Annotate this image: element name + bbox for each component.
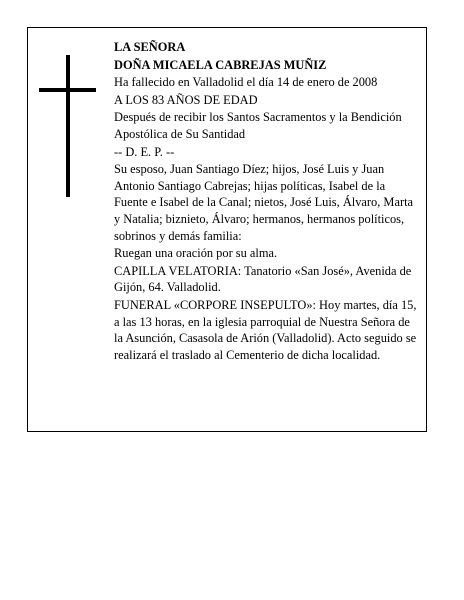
obituary-text xyxy=(114,39,418,364)
title-line-1: LA SEÑORA xyxy=(114,40,186,54)
cross-horizontal-bar xyxy=(39,88,96,92)
family-paragraph: Su esposo, Juan Santiago Díez; hijos, José Luis y Juan Antonio Santiago Cabrejas; hijas políticas, Isabel de la Fuente e Isabel de la Canal; nietos, José Luis, Álvaro, Marta y Natalia; biznieto, Álvaro; hermanos, hermanos políticos, sobrinos y demás familia: xyxy=(114,162,414,243)
chapel-info: CAPILLA VELATORIA: Tanatorio «San José», Avenida de Gijón, 64. Valladolid. xyxy=(114,263,412,295)
funeral-info: FUNERAL «CORPORE INSEPULTO»: Hoy martes, día 15, a las 13 horas, en la iglesia parroquial de Nuestra Señora de la Asunción, Casasola de Arión (Valladolid). Acto seguido se realizará el traslado al Cementerio de dicha localidad. xyxy=(114,297,417,362)
cross-vertical-bar xyxy=(66,55,70,197)
deceased-name: DOÑA MICAELA CABREJAS MUÑIZ xyxy=(114,57,327,72)
age-line: A LOS 83 AÑOS DE EDAD xyxy=(114,92,258,107)
death-announcement: Ha fallecido en Valladolid el día 14 de enero de 2008 xyxy=(114,75,378,90)
obituary-notice xyxy=(27,27,427,432)
sacraments-line: Después de recibir los Santos Sacramentos y la Bendición Apostólica de Su Santidad xyxy=(114,110,402,141)
prayer-line: Ruegan una oración por su alma. xyxy=(114,246,278,261)
rip-line: -- D. E. P. -- xyxy=(114,144,175,159)
